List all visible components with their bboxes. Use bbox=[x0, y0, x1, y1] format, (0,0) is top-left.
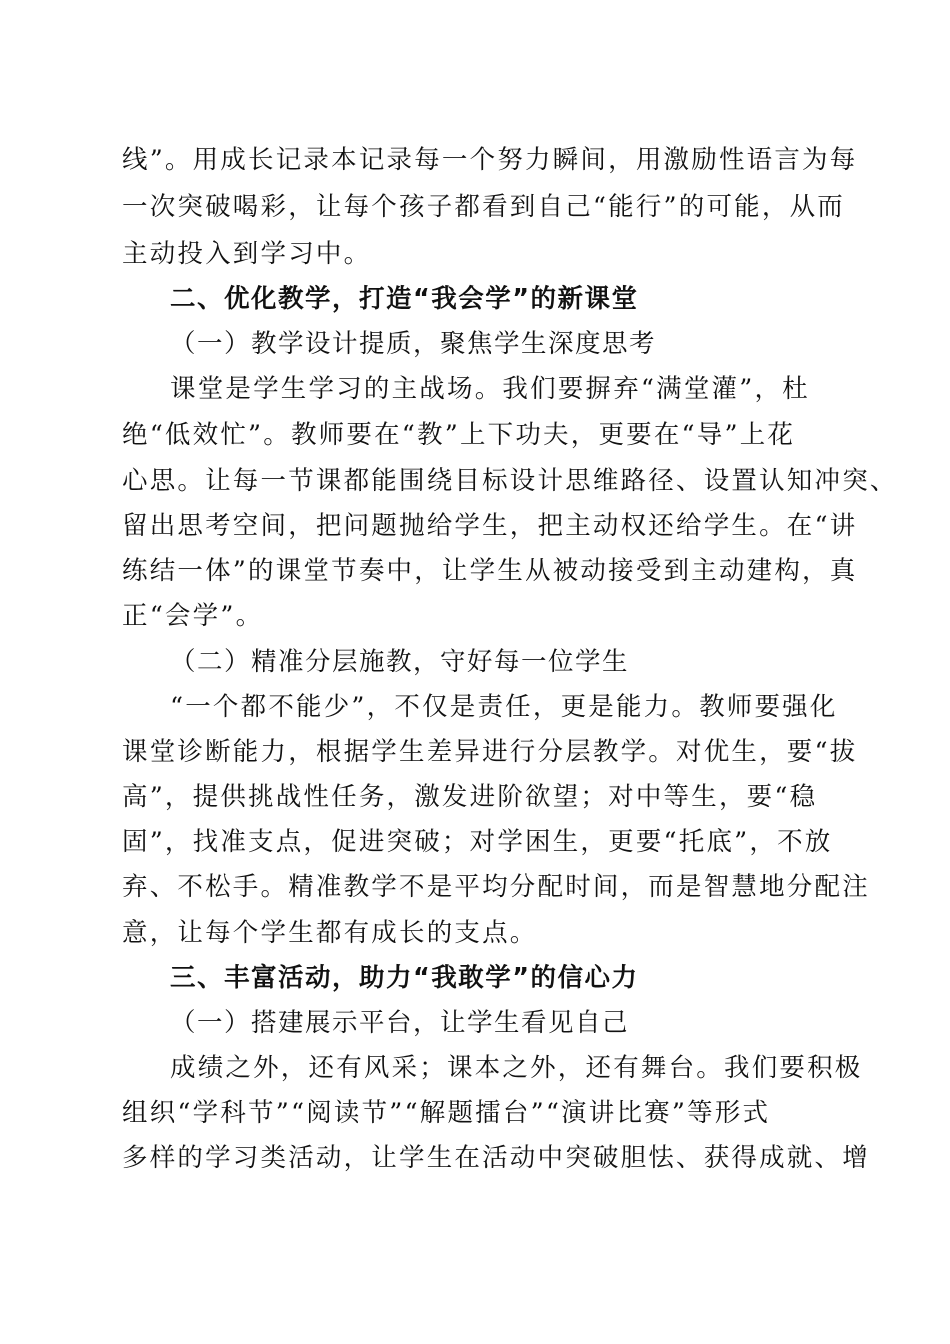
paragraph-line: 正“会学”。 bbox=[122, 601, 264, 631]
subsection-heading: （一）搭建展示平台，让学生看见自己 bbox=[170, 1008, 630, 1038]
paragraph-line: 多样的学习类活动，让学生在活动中突破胆怯、获得成就、增 bbox=[122, 1143, 870, 1173]
section-heading: 二、优化教学，打造“我会学”的新课堂 bbox=[170, 284, 639, 314]
subsection-heading: （二）精准分层施教，守好每一位学生 bbox=[170, 647, 630, 677]
paragraph-line: 线”。用成长记录本记录每一个努力瞬间，用激励性语言为每 bbox=[122, 145, 858, 175]
paragraph-line: 练结一体”的课堂节奏中，让学生从被动接受到主动建构，真 bbox=[122, 556, 858, 586]
paragraph-line: 弃、不松手。精准教学不是平均分配时间，而是智慧地分配注 bbox=[122, 872, 870, 902]
paragraph-line: “一个都不能少”，不仅是责任，更是能力。教师要强化 bbox=[170, 692, 838, 722]
paragraph-line: 课堂是学生学习的主战场。我们要摒弃“满堂灌”，杜 bbox=[170, 374, 810, 404]
section-heading: 三、丰富活动，助力“我敢学”的信心力 bbox=[170, 963, 639, 993]
paragraph-line: 一次突破喝彩，让每个孩子都看到自己“能行”的可能，从而 bbox=[122, 192, 845, 222]
subsection-heading: （一）教学设计提质，聚焦学生深度思考 bbox=[170, 329, 657, 359]
paragraph-line: 主动投入到学习中。 bbox=[122, 239, 372, 269]
paragraph-line: 心思。让每一节课都能围绕目标设计思维路径、设置认知冲突、 bbox=[122, 466, 898, 496]
paragraph-line: 高”，提供挑战性任务，激发进阶欲望；对中等生，要“稳 bbox=[122, 782, 818, 812]
paragraph-line: 固”，找准支点，促进突破；对学困生，更要“托底”，不放 bbox=[122, 827, 833, 857]
paragraph-line: 留出思考空间，把问题抛给学生，把主动权还给学生。在“讲 bbox=[122, 511, 858, 541]
paragraph-line: 课堂诊断能力，根据学生差异进行分层教学。对优生，要“拔 bbox=[122, 737, 858, 767]
paragraph-line: 组织“学科节”“阅读节”“解题擂台”“演讲比赛”等形式 bbox=[122, 1098, 771, 1128]
paragraph-line: 绝“低效忙”。教师要在“教”上下功夫，更要在“导”上花 bbox=[122, 420, 796, 450]
paragraph-line: 意，让每个学生都有成长的支点。 bbox=[122, 918, 538, 948]
paragraph-line: 成绩之外，还有风采；课本之外，还有舞台。我们要积极 bbox=[170, 1053, 863, 1083]
